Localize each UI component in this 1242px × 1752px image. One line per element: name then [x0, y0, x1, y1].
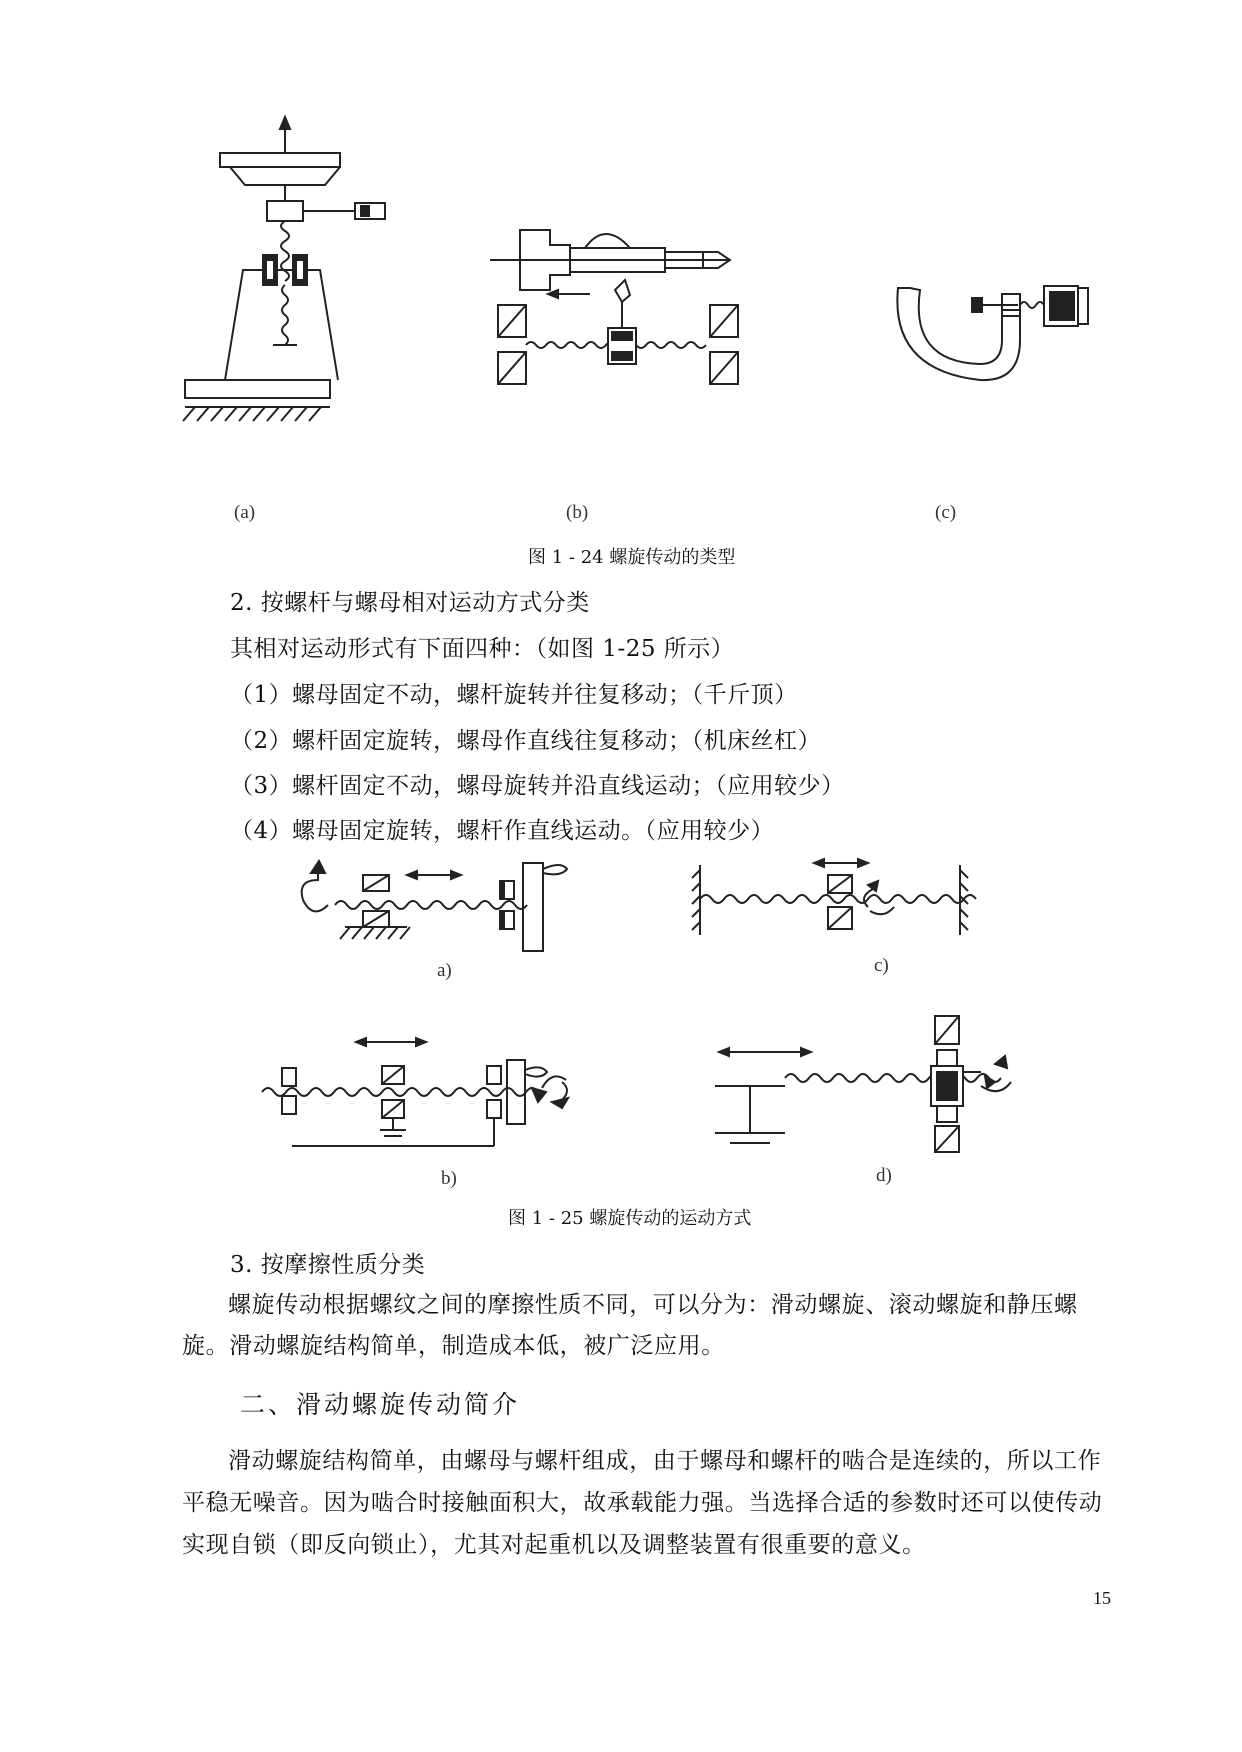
figure-1-25d-label: d)	[876, 1165, 892, 1186]
figure-1-25-caption: 图 1 - 25 螺旋传动的运动方式	[508, 1208, 752, 1229]
figure-1-24b-label: (b)	[566, 502, 589, 523]
figure-1-24c-micrometer-drawing	[890, 280, 1100, 390]
figure-1-25c-label: c)	[874, 955, 889, 976]
figure-1-24b-lathe-drawing	[490, 220, 780, 420]
section-2-item-1: （1）螺母固定不动，螺杆旋转并往复移动；（千斤顶）	[230, 682, 798, 708]
figure-1-24a-jack-drawing	[195, 115, 385, 475]
section-2-item-4: （4）螺母固定旋转，螺杆作直线运动。（应用较少）	[230, 818, 775, 844]
figure-1-25a-drawing	[295, 855, 585, 955]
figure-1-25c-drawing	[690, 855, 980, 955]
section-2-intro: 其相对运动形式有下面四种：（如图 1-25 所示）	[230, 636, 735, 662]
page-number: 15	[1093, 1588, 1111, 1608]
figure-1-25d-drawing	[705, 1008, 1035, 1168]
figure-1-24-caption: 图 1 - 24 螺旋传动的类型	[528, 547, 736, 568]
section-3-title: 3. 按摩擦性质分类	[230, 1252, 426, 1278]
figure-1-25a-label: a)	[437, 960, 452, 981]
section-ii-heading: 二、滑动螺旋传动简介	[240, 1390, 521, 1419]
section-2-item-2: （2）螺杆固定旋转，螺母作直线往复移动；（机床丝杠）	[230, 728, 822, 754]
section-2-item-3: （3）螺杆固定不动，螺母旋转并沿直线运动；（应用较少）	[230, 773, 845, 799]
section-3-paragraph: 螺旋传动根据螺纹之间的摩擦性质不同，可以分为：滑动螺旋、滚动螺旋和静压螺旋。滑动螺旋结构简单，制造成本低，被广泛应用。	[182, 1292, 1078, 1359]
figure-1-25b-label: b)	[441, 1168, 457, 1189]
figure-1-24c-label: (c)	[935, 502, 957, 523]
section-ii-paragraph: 滑动螺旋结构简单，由螺母与螺杆组成，由于螺母和螺杆的啮合是连续的，所以工作平稳无噪音。因为啮合时接触面积大，故承载能力强。当选择合适的参数时还可以使传动实现自锁（即反向锁止），尤其对起重机以及调整装置有很重要的意义。	[182, 1448, 1103, 1558]
figure-1-24a-label: (a)	[234, 502, 256, 523]
section-2-title: 2. 按螺杆与螺母相对运动方式分类	[230, 590, 590, 616]
figure-1-25b-drawing	[262, 1030, 612, 1160]
